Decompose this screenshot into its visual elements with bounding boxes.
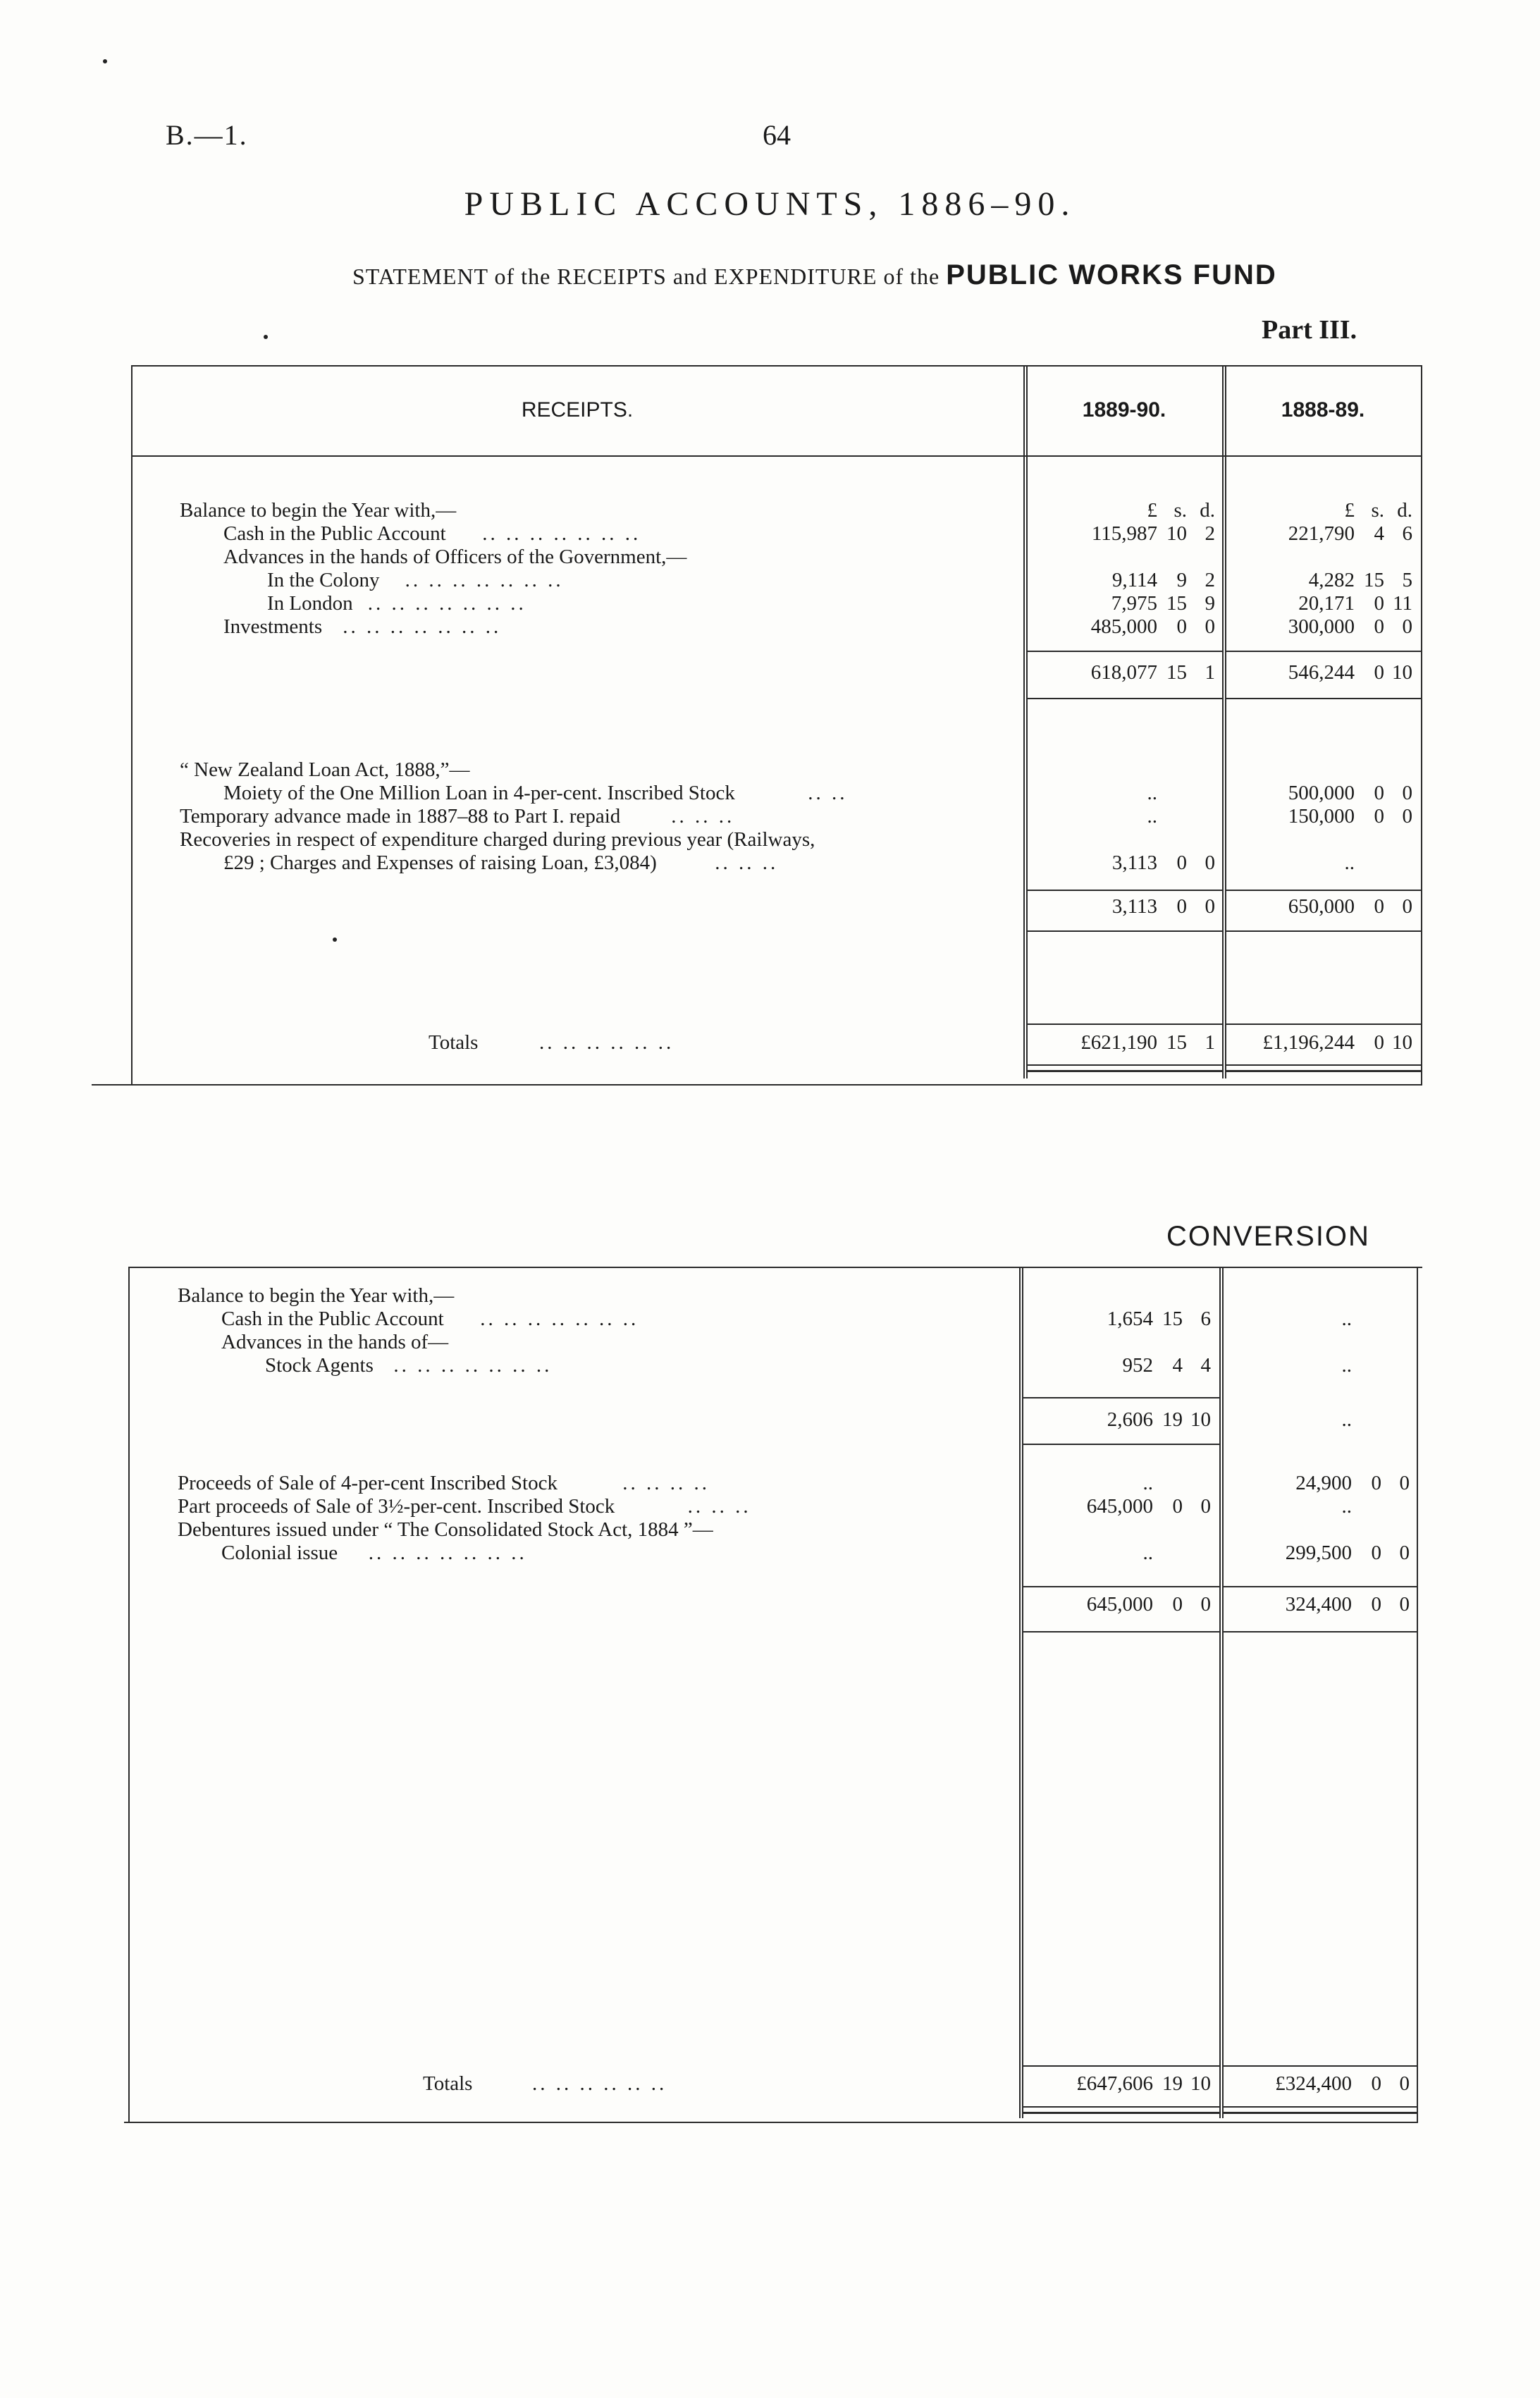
col-1888-89-heading: 1888-89. [1281, 398, 1365, 422]
part-label: Part III. [1262, 315, 1357, 345]
row-label: In London [267, 592, 353, 615]
row-label: Balance to begin the Year with,— [178, 1284, 455, 1307]
row-label: Advances in the hands of Officers of the Government,— [223, 546, 687, 568]
dot-leader: .. .. .. .. .. .. .. [368, 1542, 527, 1564]
document-reference: B.—1. [166, 119, 248, 151]
dot-leader: .. .. .. [671, 805, 735, 828]
fund-name: PUBLIC WORKS FUND [946, 259, 1277, 290]
receipts-heading: RECEIPTS. [521, 398, 634, 422]
row-label: Cash in the Public Account [223, 522, 446, 545]
row-label: Colonial issue [221, 1542, 338, 1564]
row-label: Debentures issued under “ The Consolidated Stock Act, 1884 ”— [178, 1518, 713, 1541]
conversion-heading: CONVERSION [1166, 1221, 1370, 1252]
row-label: Balance to begin the Year with,— [180, 499, 457, 522]
dot-leader: .. .. .. .. .. .. .. [482, 522, 641, 545]
dot-leader: .. .. [808, 782, 848, 804]
dot-leader: .. .. .. .. .. .. .. [480, 1308, 639, 1330]
dot-leader: .. .. .. .. [622, 1472, 710, 1494]
dot-leader: .. .. .. [715, 851, 779, 874]
page-number: 64 [763, 119, 791, 151]
totals-label: Totals [423, 2072, 473, 2095]
statement-heading [352, 259, 1277, 291]
row-label: Moiety of the One Million Loan in 4-per-cent. Inscribed Stock [223, 782, 735, 804]
dot-leader: .. .. .. .. .. .. .. [405, 569, 564, 591]
row-label: Part proceeds of Sale of 3½-per-cent. Inscribed Stock [178, 1495, 615, 1518]
margin-mark [103, 59, 107, 63]
dot-leader: .. .. .. .. .. .. .. [367, 592, 526, 615]
dot-leader: .. .. .. .. .. .. .. [393, 1354, 553, 1377]
row-label: Proceeds of Sale of 4-per-cent Inscribed Stock [178, 1472, 558, 1494]
dot-leader: .. .. .. [687, 1495, 751, 1518]
row-label: £29 ; Charges and Expenses of raising Loan, £3,084) [223, 851, 657, 874]
statement-prefix: STATEMENT of the RECEIPTS and EXPENDITURE of the [352, 264, 940, 289]
margin-mark [264, 335, 268, 339]
row-label: Temporary advance made in 1887–88 to Part I. repaid [180, 805, 621, 828]
row-label: Recoveries in respect of expenditure charged during previous year (Railways, [180, 828, 815, 851]
margin-mark [333, 937, 337, 942]
row-label: Investments [223, 615, 323, 638]
row-label: In the Colony [267, 569, 380, 591]
row-label: Stock Agents [265, 1354, 374, 1377]
totals-label: Totals [429, 1031, 479, 1054]
col-1889-90-heading: 1889-90. [1082, 398, 1166, 422]
dot-leader: .. .. .. .. .. .. .. [343, 615, 502, 638]
row-label: Cash in the Public Account [221, 1308, 444, 1330]
row-label: Advances in the hands of— [221, 1331, 449, 1353]
row-label: “ New Zealand Loan Act, 1888,”— [180, 758, 470, 781]
page-title: PUBLIC ACCOUNTS, 1886–90. [464, 185, 1076, 223]
